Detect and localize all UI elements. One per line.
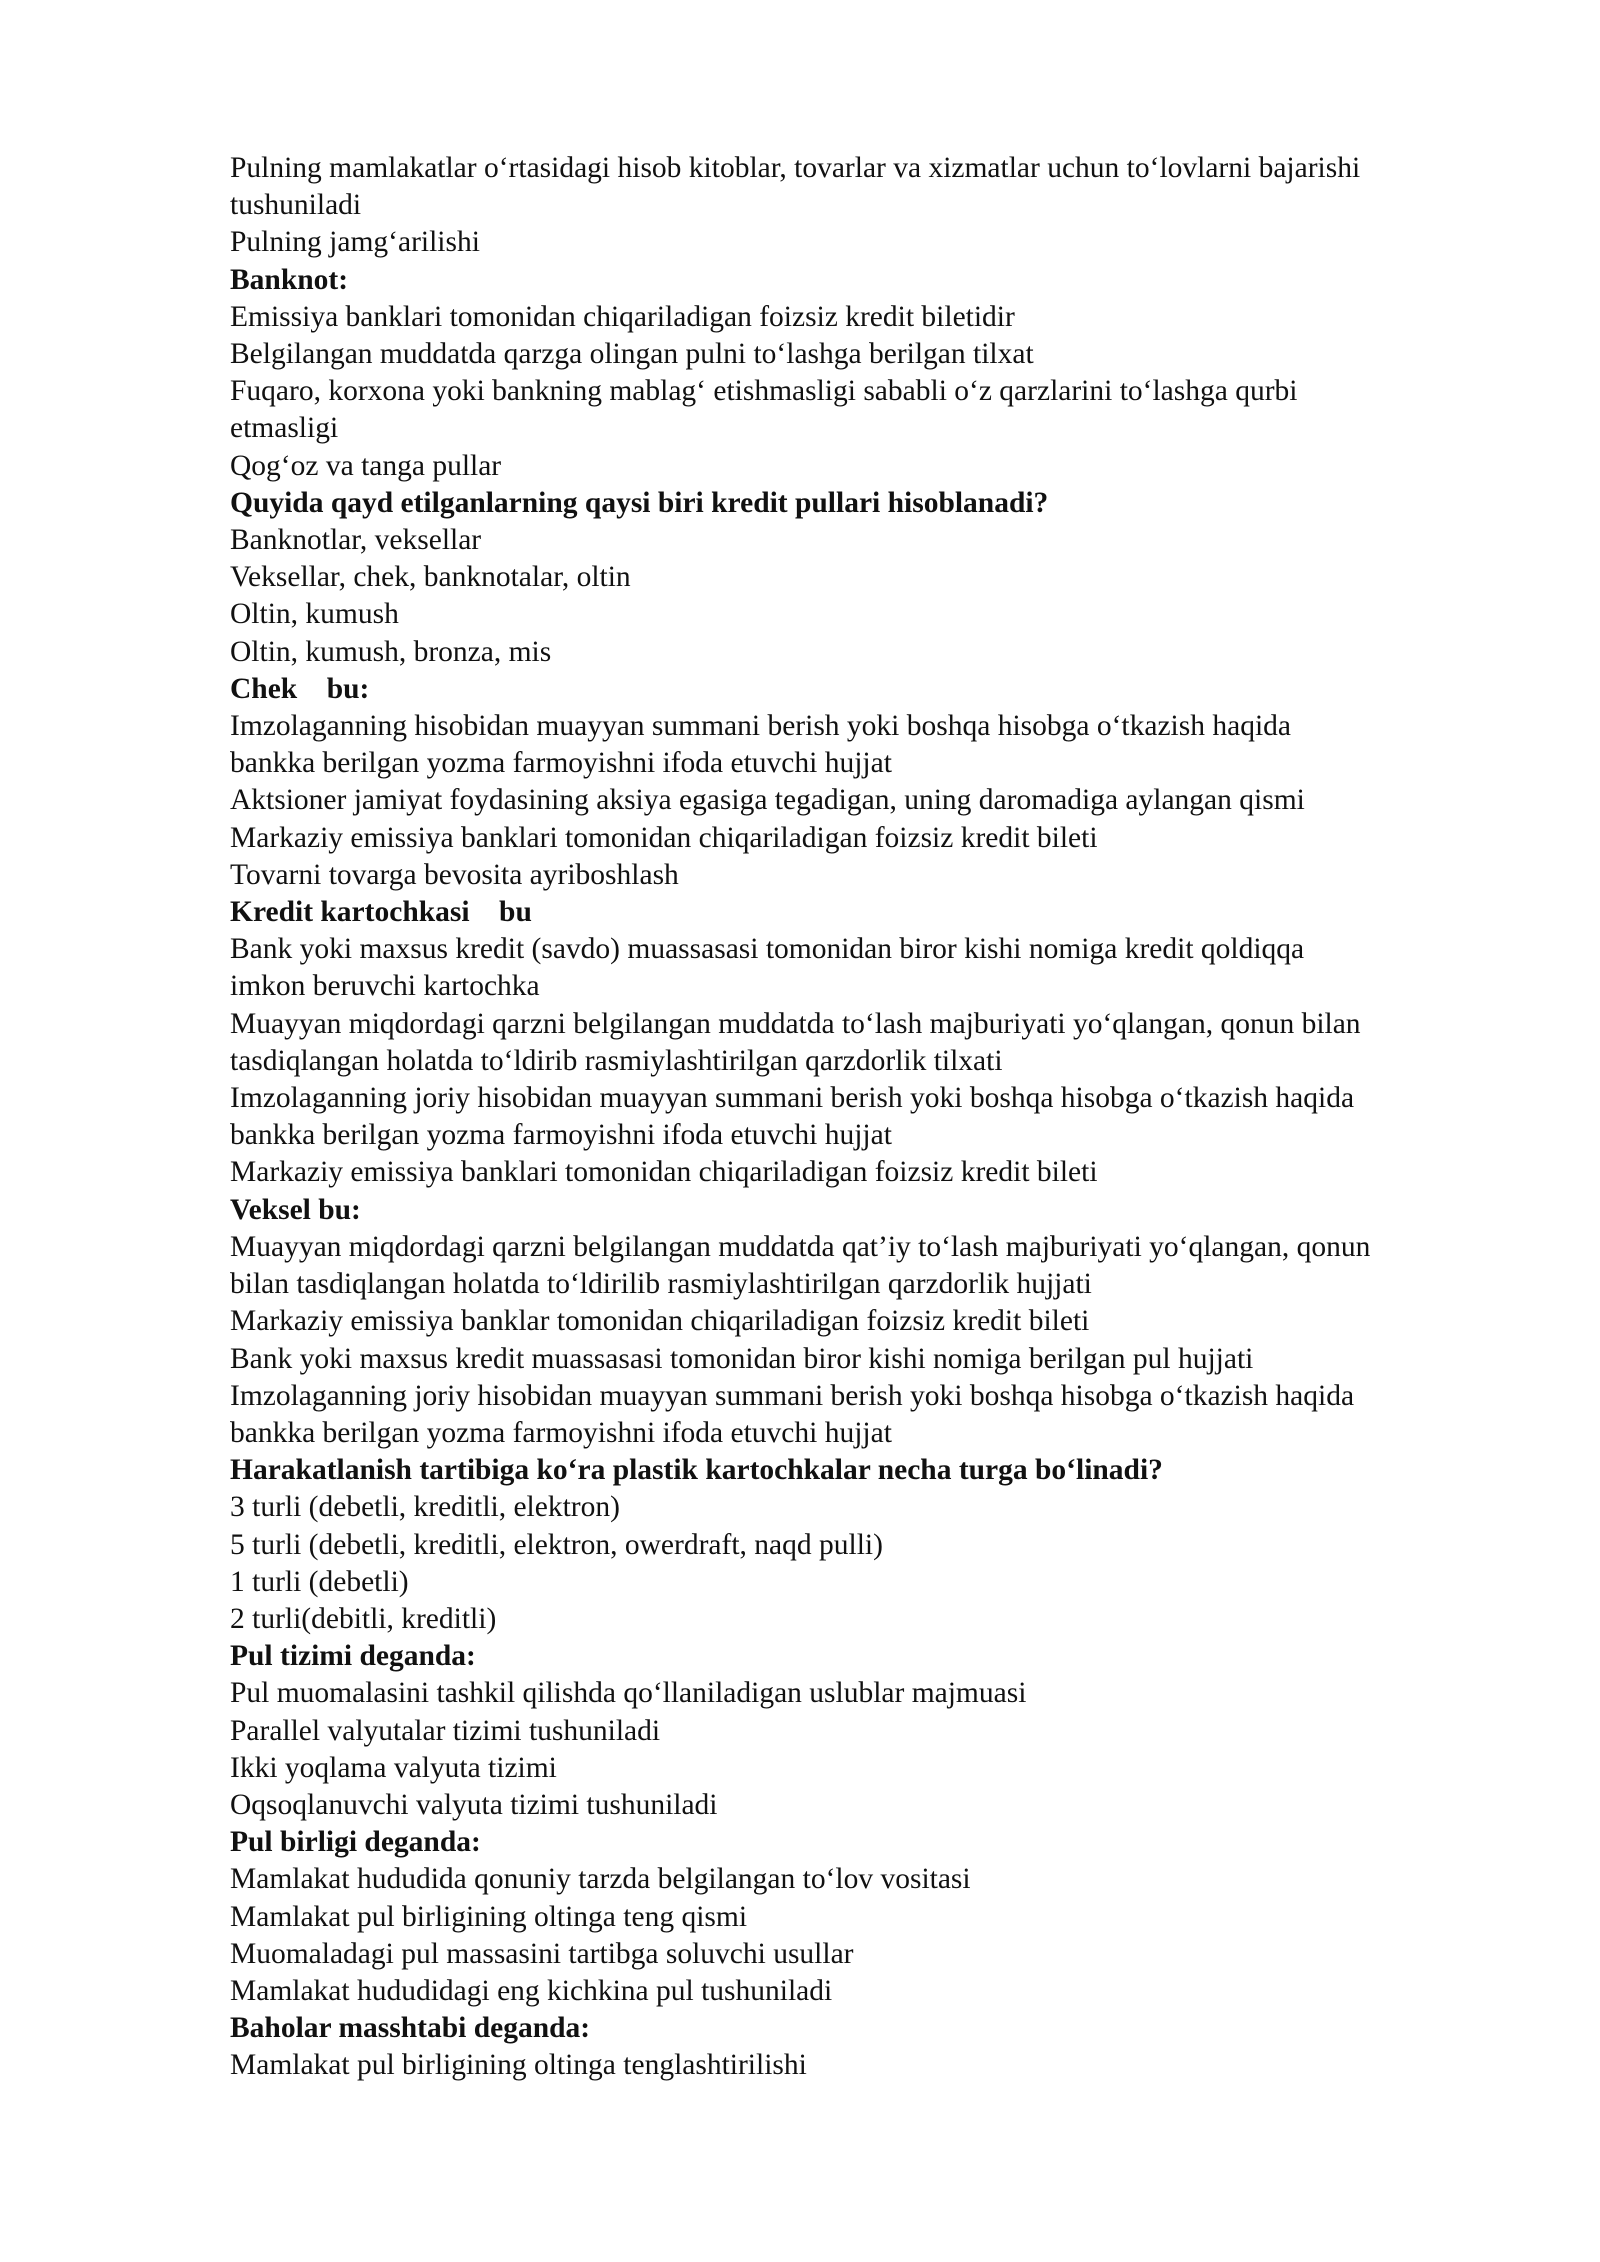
answer-line: Banknotlar, veksellar <box>230 524 482 557</box>
answer-line: Aktsioner jamiyat foydasining aksiya egasiga tegadigan, uning daromadiga aylangan qismi <box>230 784 1305 817</box>
answer-line: Tovarni tovarga bevosita ayriboshlash <box>230 858 679 891</box>
question-heading: Chek bu: <box>230 672 370 705</box>
answer-line: Imzolaganning joriy hisobidan muayyan summani berish yoki boshqa hisobga o‘tkazish haqida <box>230 1082 1355 1115</box>
document-page <box>230 150 1490 2085</box>
answer-line: Emissiya banklari tomonidan chiqariladigan foizsiz kredit biletidir <box>230 300 1015 333</box>
answer-line: Muayyan miqdordagi qarzni belgilangan muddatda qat’iy to‘lash majburiyati yo‘qlangan, qonun <box>230 1230 1371 1263</box>
answer-line: imkon beruvchi kartochka <box>230 970 540 1003</box>
answer-line: Imzolaganning hisobidan muayyan summani berish yoki boshqa hisobga o‘tkazish haqida <box>230 710 1291 743</box>
answer-line: bankka berilgan yozma farmoyishni ifoda etuvchi hujjat <box>230 747 892 780</box>
answer-line: bankka berilgan yozma farmoyishni ifoda etuvchi hujjat <box>230 1416 892 1449</box>
answer-line: Pulning mamlakatlar o‘rtasidagi hisob kitoblar, tovarlar va xizmatlar uchun to‘lovlarni bajarishi <box>230 152 1361 184</box>
answer-line: Mamlakat hududidagi eng kichkina pul tushuniladi <box>230 1974 833 2007</box>
answer-line: Fuqaro, korxona yoki bankning mablag‘ etishmasligi sababli o‘z qarzlarini to‘lashga qurbi <box>230 375 1298 408</box>
answer-line: Parallel valyutalar tizimi tushuniladi <box>230 1714 661 1747</box>
answer-line: Imzolaganning joriy hisobidan muayyan summani berish yoki boshqa hisobga o‘tkazish haqida <box>230 1379 1355 1412</box>
answer-line: bankka berilgan yozma farmoyishni ifoda etuvchi hujjat <box>230 1119 892 1152</box>
answer-line: Bank yoki maxsus kredit (savdo) muassasasi tomonidan biror kishi nomiga kredit qoldiqqa <box>230 933 1305 966</box>
answer-line: etmasligi <box>230 412 339 445</box>
answer-line: Mamlakat hududida qonuniy tarzda belgilangan to‘lov vositasi <box>230 1863 971 1896</box>
answer-line: Qog‘oz va tanga pullar <box>230 449 502 482</box>
question-heading: Banknot: <box>230 263 349 296</box>
question-heading: Pul tizimi deganda: <box>230 1640 476 1673</box>
answer-line: Veksellar, chek, banknotalar, oltin <box>230 561 631 594</box>
question-heading: Quyida qayd etilganlarning qaysi biri kredit pullari hisoblanadi? <box>230 486 1049 519</box>
answer-line: Bank yoki maxsus kredit muassasasi tomonidan biror kishi nomiga berilgan pul hujjati <box>230 1342 1254 1375</box>
answer-line: tasdiqlangan holatda to‘ldirib rasmiylashtirilgan qarzdorlik tilxati <box>230 1044 1003 1077</box>
question-heading: Veksel bu: <box>230 1193 361 1226</box>
answer-line: Markaziy emissiya banklar tomonidan chiqariladigan foizsiz kredit bileti <box>230 1305 1090 1338</box>
answer-line: Muomaladagi pul massasini tartibga soluvchi usullar <box>230 1937 854 1970</box>
answer-line: Muayyan miqdordagi qarzni belgilangan muddatda to‘lash majburiyati yo‘qlangan, qonun bilan <box>230 1007 1361 1040</box>
answer-line: Mamlakat pul birligining oltinga teng qismi <box>230 1900 748 1933</box>
answer-line: 1 turli (debetli) <box>230 1565 409 1598</box>
answer-line: Oltin, kumush <box>230 598 399 631</box>
answer-line: Oltin, kumush, bronza, mis <box>230 635 552 668</box>
answer-line: 3 turli (debetli, kreditli, elektron) <box>230 1491 620 1524</box>
answer-line: bilan tasdiqlangan holatda to‘ldirilib rasmiylashtirilgan qarzdorlik hujjati <box>230 1268 1092 1301</box>
question-heading: Kredit kartochkasi bu <box>230 896 532 929</box>
answer-line: Oqsoqlanuvchi valyuta tizimi tushuniladi <box>230 1788 718 1821</box>
answer-line: 2 turli(debitli, kreditli) <box>230 1602 497 1635</box>
answer-line: Pulning jamg‘arilishi <box>230 226 480 259</box>
answer-line: Belgilangan muddatda qarzga olingan pulni to‘lashga berilgan tilxat <box>230 338 1034 371</box>
answer-line: Pul muomalasini tashkil qilishda qo‘llaniladigan uslublar majmuasi <box>230 1677 1027 1710</box>
answer-line: Markaziy emissiya banklari tomonidan chiqariladigan foizsiz kredit bileti <box>230 1156 1098 1189</box>
answer-line: tushuniladi <box>230 189 362 222</box>
answer-line: Markaziy emissiya banklari tomonidan chiqariladigan foizsiz kredit bileti <box>230 821 1098 854</box>
answer-line: Mamlakat pul birligining oltinga tenglashtirilishi <box>230 2049 807 2082</box>
answer-line: Ikki yoqlama valyuta tizimi <box>230 1751 557 1784</box>
question-heading: Baholar masshtabi deganda: <box>230 2012 591 2045</box>
question-heading: Harakatlanish tartibiga ko‘ra plastik kartochkalar necha turga bo‘linadi? <box>230 1454 1163 1487</box>
answer-line: 5 turli (debetli, kreditli, elektron, owerdraft, naqd pulli) <box>230 1528 883 1561</box>
question-heading: Pul birligi deganda: <box>230 1826 481 1859</box>
